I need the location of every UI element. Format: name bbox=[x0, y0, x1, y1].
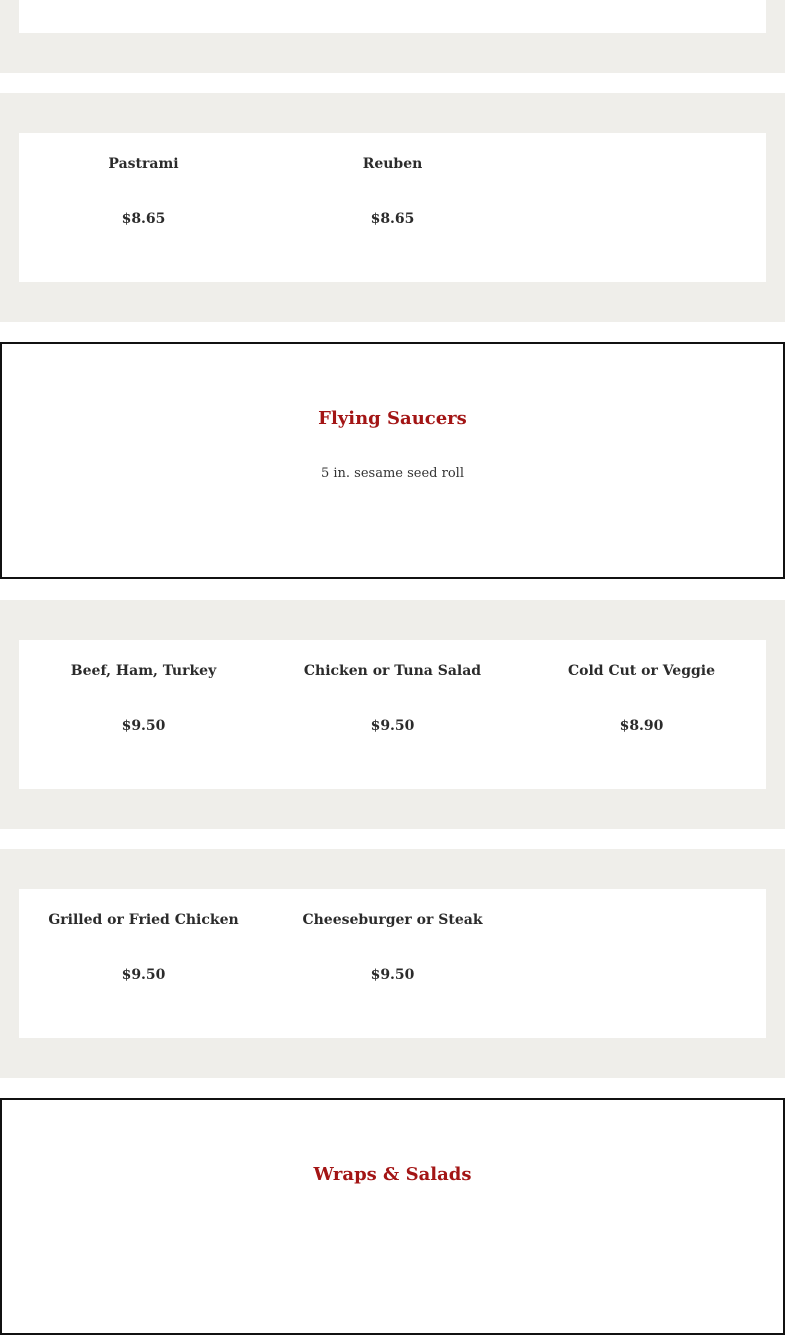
menu-item[interactable] bbox=[19, 640, 268, 789]
menu-card-top bbox=[19, 0, 766, 33]
menu-card-deli-2 bbox=[19, 133, 766, 282]
menu-item[interactable] bbox=[19, 133, 268, 282]
menu-item-name: Pastrami bbox=[108, 156, 179, 172]
menu-item-price: $8.65 bbox=[370, 211, 415, 227]
menu-item[interactable] bbox=[19, 889, 268, 1038]
menu-item[interactable] bbox=[268, 640, 517, 789]
menu-band-flying-saucers-2 bbox=[0, 849, 785, 1078]
menu-band-top bbox=[0, 0, 785, 73]
menu-item-price: $9.50 bbox=[370, 718, 415, 734]
menu-item-name: Grilled or Fried Chicken bbox=[48, 912, 239, 928]
menu-item-price: $8.65 bbox=[121, 211, 166, 227]
menu-item[interactable] bbox=[517, 640, 766, 789]
section-title: Wraps & Salads bbox=[313, 1164, 472, 1185]
menu-card-flying-saucers-2 bbox=[19, 889, 766, 1038]
section-subtitle: 5 in. sesame seed roll bbox=[320, 466, 464, 481]
section-header-flying-saucers bbox=[0, 342, 785, 579]
menu-item-name: Beef, Ham, Turkey bbox=[70, 663, 217, 679]
menu-band-deli-2 bbox=[0, 93, 785, 322]
menu-item-price: $8.90 bbox=[619, 718, 664, 734]
menu-item-name: Chicken or Tuna Salad bbox=[303, 663, 482, 679]
menu-band-flying-saucers-1 bbox=[0, 600, 785, 829]
menu-item-name: Cheeseburger or Steak bbox=[302, 912, 483, 928]
menu-item-price: $9.50 bbox=[121, 967, 166, 983]
menu-item[interactable] bbox=[268, 889, 517, 1038]
section-title: Flying Saucers bbox=[318, 408, 467, 429]
menu-card-flying-saucers-1 bbox=[19, 640, 766, 789]
menu-item[interactable] bbox=[268, 133, 517, 282]
menu-item-price: $9.50 bbox=[121, 718, 166, 734]
section-header-wraps-salads bbox=[0, 1098, 785, 1335]
menu-item-name: Cold Cut or Veggie bbox=[568, 663, 715, 679]
menu-item-name: Reuben bbox=[362, 156, 423, 172]
menu-item-price: $9.50 bbox=[370, 967, 415, 983]
